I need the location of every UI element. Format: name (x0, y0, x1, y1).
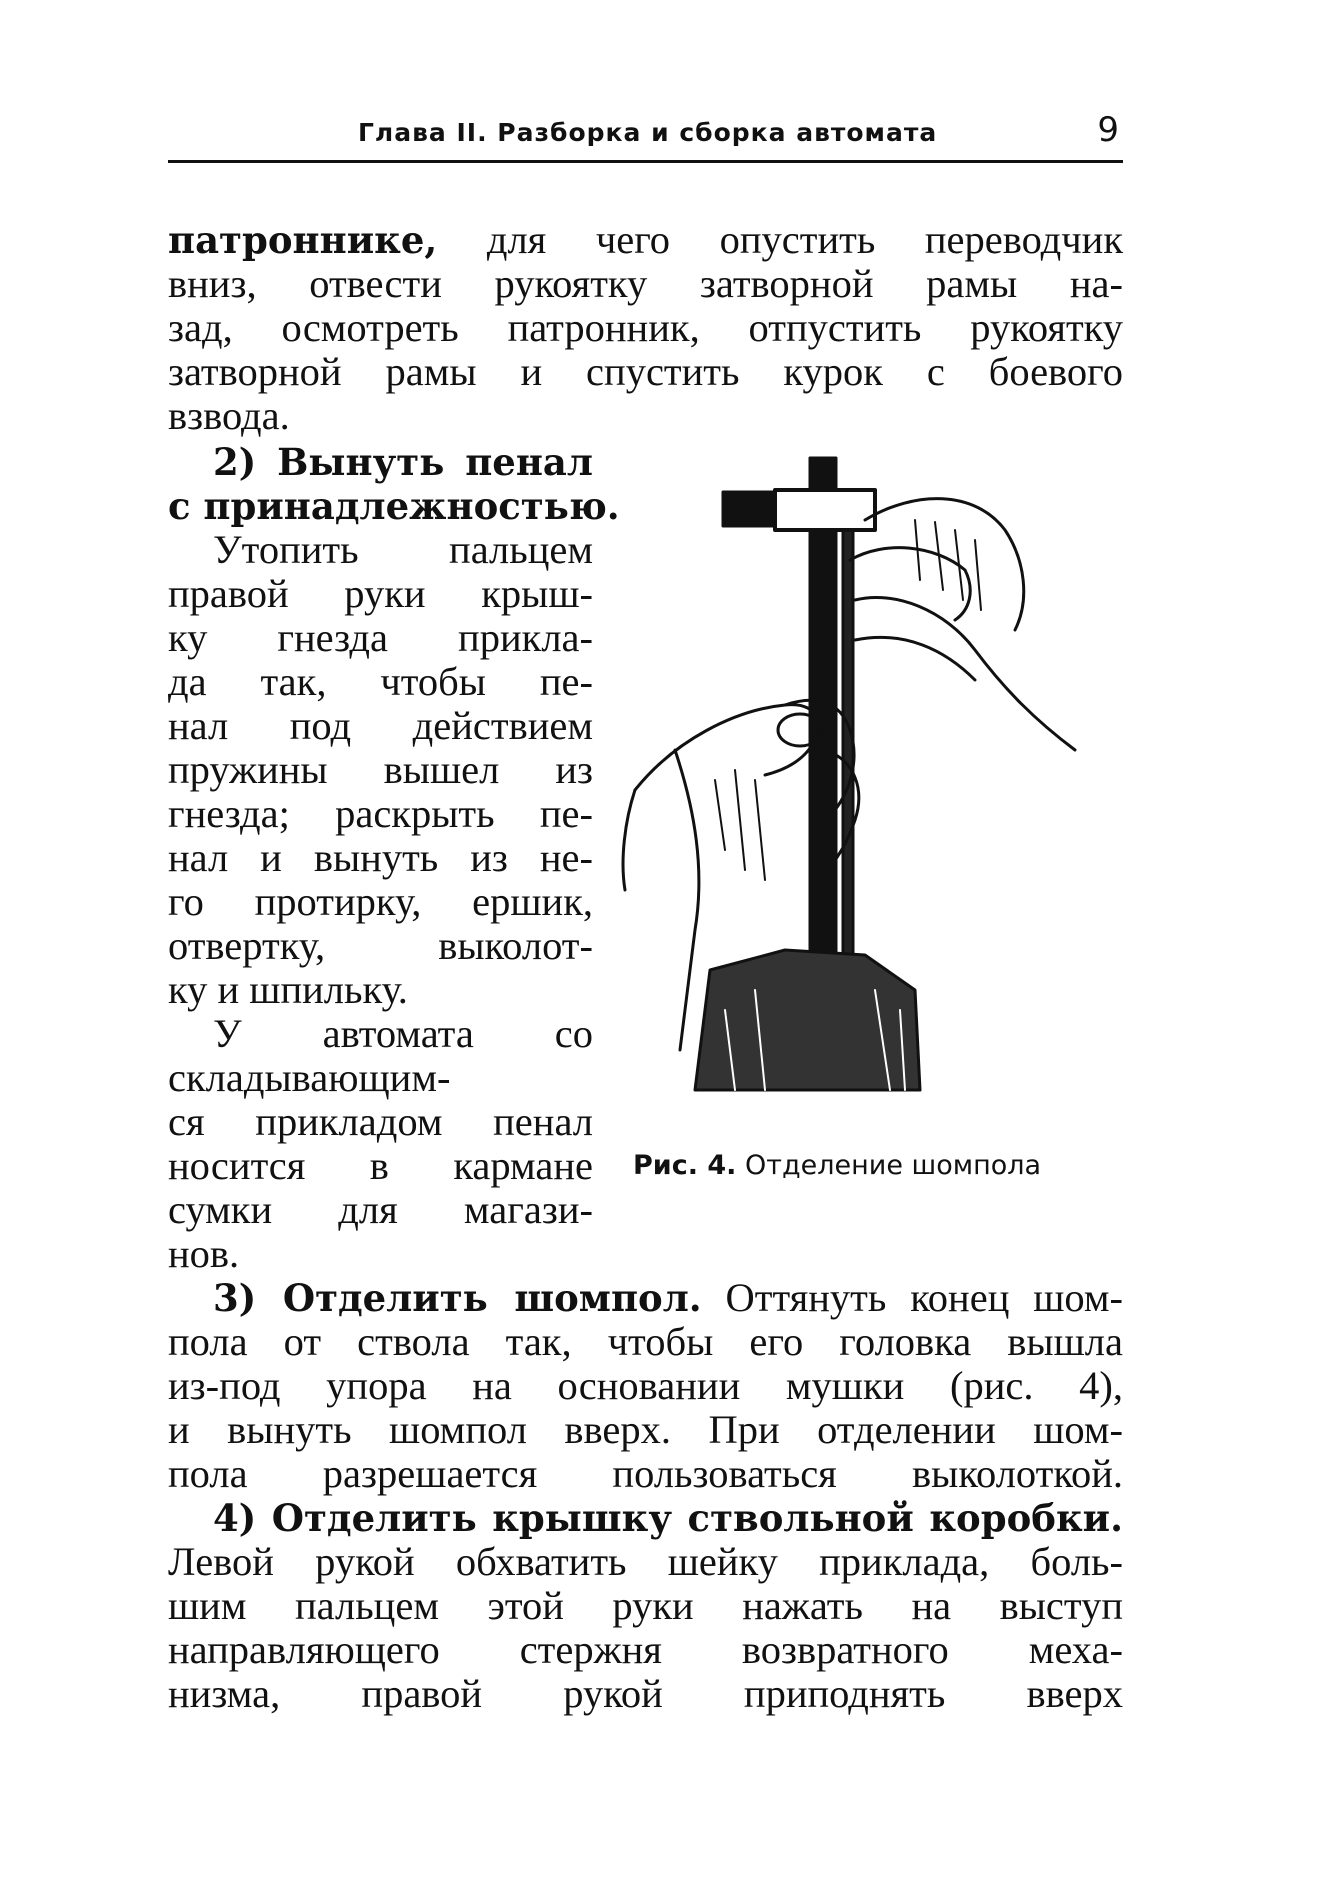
paragraph-line: нал и вынуть из не- (168, 835, 593, 880)
note-line: носится в кармане (168, 1143, 593, 1188)
page-number: 9 (1097, 110, 1119, 150)
rod-head-shape (723, 492, 775, 526)
paragraph-line: и вынуть шомпол вверх. При отделении шом- (168, 1407, 1123, 1452)
paragraph-line: 3) Отделить шомпол. Оттянуть конец шом- (213, 1275, 1123, 1320)
paragraph-line: пола от ствола так, чтобы его головка вышла (168, 1319, 1123, 1364)
running-header (168, 110, 1123, 163)
chapter-title: Глава II. Разборка и сборка автомата (358, 118, 938, 147)
paragraph-line: низма, правой рукой приподнять вверх (168, 1671, 1123, 1716)
paragraph-line: вниз, отвести рукоятку затворной рамы на- (168, 261, 1123, 306)
note-line: У автомата со (213, 1011, 593, 1056)
note-line: нов. (168, 1231, 240, 1276)
step-heading: с принадлежностью. (168, 484, 620, 528)
paragraph-line: отвертку, выколот- (168, 923, 593, 968)
note-line: ся прикладом пенал (168, 1099, 593, 1144)
paragraph-line: Левой рукой обхватить шейку приклада, боль- (168, 1539, 1123, 1584)
paragraph-line: патроннике, для чего опустить переводчик (168, 217, 1123, 262)
cleaning-rod-shape (843, 490, 853, 1010)
step-heading: 2) Вынуть пенал (213, 440, 593, 484)
paragraph-line: го протирку, ершик, (168, 879, 593, 924)
left-hand-outline (635, 705, 819, 790)
paragraph-line: шим пальцем этой руки нажать на выступ (168, 1583, 1123, 1628)
paragraph-line: направляющего стержня возвратного меха- (168, 1627, 1123, 1672)
paragraph-line: гнезда; раскрыть пе- (168, 791, 593, 836)
paragraph-line: нал под действием (168, 703, 593, 748)
right-hand-outline (865, 499, 1024, 630)
note-line: складывающим- (168, 1055, 451, 1100)
bold-term: патроннике, (168, 218, 438, 262)
paragraph-line: взвода. (168, 393, 290, 438)
paragraph-line: Утопить пальцем (213, 527, 593, 572)
paragraph-line: пружины вышел из (168, 747, 593, 792)
step-heading: 3) Отделить шомпол. (213, 1276, 702, 1320)
step-heading: 4) Отделить крышку ствольной коробки. (213, 1496, 1123, 1540)
note-line: сумки для магази- (168, 1187, 593, 1232)
figure-illustration (615, 450, 1105, 1120)
barrel-shape (810, 458, 836, 1018)
paragraph-line: пола разрешается пользоваться выколоткой. (168, 1451, 1123, 1496)
paragraph-line: ку и шпильку. (168, 967, 408, 1012)
figure-caption: Рис. 4. Отделение шомпола (633, 1150, 1042, 1181)
paragraph-line: из-под упора на основании мушки (рис. 4), (168, 1363, 1123, 1408)
paragraph-line: да так, чтобы пе- (168, 659, 593, 704)
paragraph-line: зад, осмотреть патронник, отпустить рукоятку (168, 305, 1123, 350)
paragraph-line: ку гнезда прикла- (168, 615, 593, 660)
paragraph-line: правой руки крыш- (168, 571, 593, 616)
paragraph-line: затворной рамы и спустить курок с боевого (168, 349, 1123, 394)
